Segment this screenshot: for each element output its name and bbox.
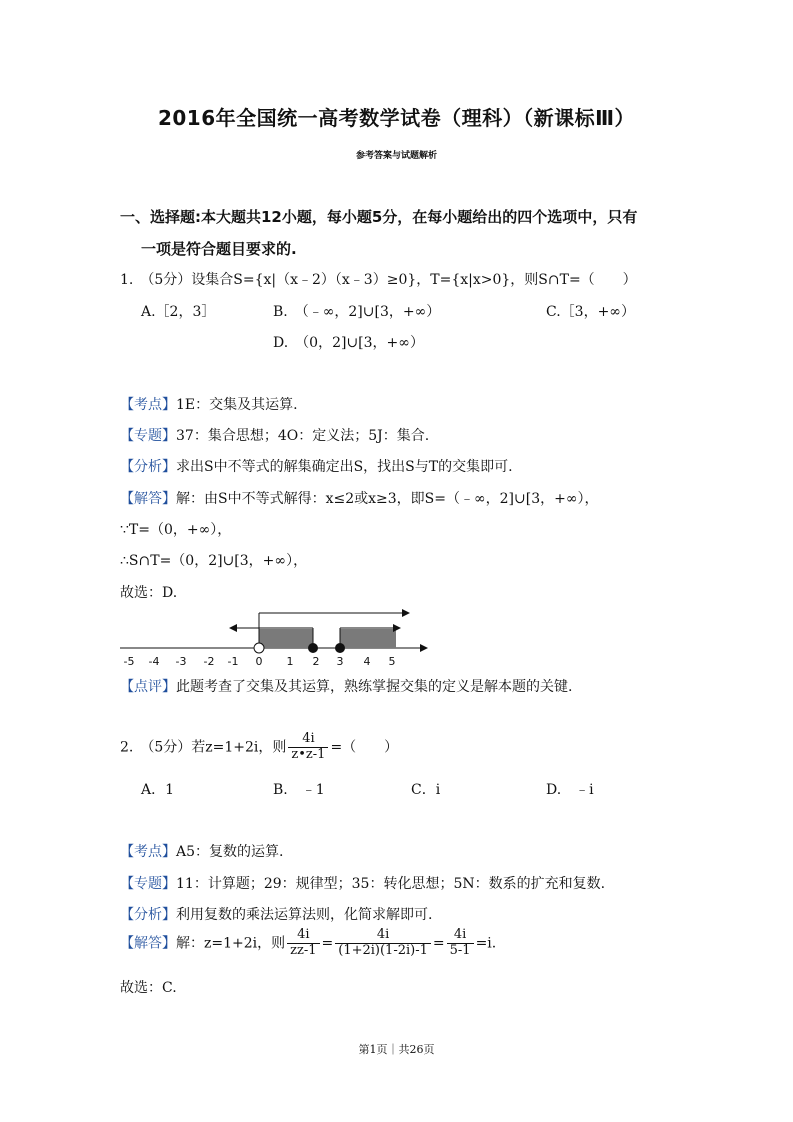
q1-step1: ∵T=（0，+∞）， bbox=[120, 522, 232, 538]
tick-label: 4 bbox=[363, 655, 371, 668]
tick-label: 1 bbox=[286, 655, 294, 668]
q2-jieda bbox=[120, 928, 496, 959]
kaodian-tag: 【考点】 bbox=[120, 844, 176, 860]
dianping-text: 此题考查了交集及其运算，熟练掌握交集的定义是解本题的关键. bbox=[176, 679, 573, 695]
fenxi-tag: 【分析】 bbox=[120, 459, 176, 475]
jieda-tag: 【解答】 bbox=[120, 935, 176, 952]
tick-label: -2 bbox=[203, 655, 215, 668]
q1-dianping bbox=[120, 676, 572, 696]
tick-label: 2 bbox=[312, 655, 320, 668]
closed-point-2 bbox=[308, 643, 318, 653]
q2-choose: 故选：C. bbox=[120, 980, 177, 996]
q2-stem-post: =（ ） bbox=[330, 739, 399, 756]
q1-choose: 故选：D. bbox=[120, 585, 178, 601]
fenxi-tag: 【分析】 bbox=[120, 907, 176, 923]
jieda-fraction-1 bbox=[287, 928, 319, 959]
tick-label: 3 bbox=[336, 655, 344, 668]
fraction-numerator: 4i bbox=[288, 732, 328, 748]
tick-label: 0 bbox=[255, 655, 263, 668]
page-subtitle: 参考答案与试题解析 bbox=[355, 151, 437, 161]
fraction-denominator: 5-1 bbox=[449, 942, 471, 958]
jieda-post: =i. bbox=[475, 935, 497, 952]
tick-labels bbox=[124, 655, 396, 668]
q1-jieda bbox=[120, 488, 599, 508]
q2-option-c: C．i bbox=[411, 782, 441, 798]
fraction-numerator: 4i bbox=[335, 928, 431, 944]
fenxi-text: 求出S中不等式的解集确定出S，找出S与T的交集即可. bbox=[176, 459, 513, 475]
tick-label: -1 bbox=[227, 655, 239, 668]
jieda-fraction-3 bbox=[447, 928, 474, 959]
q2-option-b: B. ﹣1 bbox=[273, 782, 325, 798]
dianping-tag: 【点评】 bbox=[120, 679, 176, 695]
q2-zhuanti bbox=[120, 873, 605, 893]
jieda-text: 解：由S中不等式解得：x≤2或x≥3，即S=（﹣∞，2]∪[3，+∞）， bbox=[176, 491, 599, 507]
zhuanti-tag: 【专题】 bbox=[120, 876, 176, 892]
q1-zhuanti bbox=[120, 425, 429, 445]
zhuanti-text: 37：集合思想；4O：定义法；5J：集合. bbox=[176, 428, 430, 444]
closed-point-3 bbox=[335, 643, 345, 653]
axis-arrow bbox=[420, 644, 428, 652]
fraction-denominator: z•z-1 bbox=[291, 746, 326, 762]
jieda-tag: 【解答】 bbox=[120, 491, 176, 507]
tick-label: 5 bbox=[388, 655, 396, 668]
kaodian-text: 1E：交集及其运算. bbox=[176, 397, 298, 413]
page-footer: 第1页｜共26页 bbox=[358, 1043, 435, 1056]
q1-option-c: C.［3，+∞） bbox=[546, 304, 635, 320]
q1-option-a: A.［2，3］ bbox=[141, 304, 216, 320]
q1-step2: ∴S∩T=（0，2]∪[3，+∞）， bbox=[120, 553, 308, 569]
fenxi-text: 利用复数的乘法运算法则，化简求解即可. bbox=[176, 907, 433, 923]
jieda-eq-2: = bbox=[432, 935, 445, 952]
section-heading-line2: 一项是符合题目要求的. bbox=[141, 240, 297, 258]
q2-fraction bbox=[288, 732, 328, 763]
fraction-numerator: 4i bbox=[447, 928, 474, 944]
q2-option-d: D. ﹣i bbox=[546, 782, 594, 798]
q1-kaodian bbox=[120, 394, 298, 414]
tick-label: -5 bbox=[123, 655, 135, 668]
kaodian-tag: 【考点】 bbox=[120, 397, 176, 413]
q1-stem: 1. （5分）设集合S={x|（x﹣2）（x﹣3）≥0}，T={x|x>0}，则S∩T=（ ） bbox=[120, 272, 637, 288]
q2-kaodian bbox=[120, 841, 283, 861]
jieda-fraction-2 bbox=[335, 928, 431, 959]
zhuanti-tag: 【专题】 bbox=[120, 428, 176, 444]
zhuanti-text: 11：计算题；29：规律型；35：转化思想；5N：数系的扩充和复数. bbox=[176, 876, 606, 892]
shaded-interval-0-2 bbox=[259, 629, 313, 648]
kaodian-text: A5：复数的运算. bbox=[176, 844, 284, 860]
q1-fenxi bbox=[120, 456, 513, 476]
tick-label: -3 bbox=[175, 655, 187, 668]
fraction-denominator: (1+2i)(1-2i)-1 bbox=[338, 942, 428, 958]
q2-stem-pre: 2. （5分）若z=1+2i，则 bbox=[120, 739, 287, 756]
number-line-figure bbox=[118, 608, 428, 670]
jieda-pre: 解：z=1+2i，则 bbox=[176, 935, 286, 952]
q2-fenxi bbox=[120, 904, 432, 924]
t-bracket-arrow bbox=[402, 609, 410, 617]
s-left-bracket-arrow bbox=[229, 624, 237, 632]
q2-option-a: A．1 bbox=[141, 782, 175, 798]
s-right-bracket-arrow bbox=[393, 624, 401, 632]
fraction-denominator: zz-1 bbox=[290, 942, 317, 958]
q1-option-d: D. （0，2]∪[3，+∞） bbox=[273, 335, 424, 351]
fraction-numerator: 4i bbox=[287, 928, 319, 944]
jieda-eq-1: = bbox=[321, 935, 334, 952]
q1-option-b: B. （﹣∞，2]∪[3，+∞） bbox=[273, 304, 441, 320]
q2-stem bbox=[120, 732, 398, 763]
section-heading-line1: 一、选择题:本大题共12小题，每小题5分，在每小题给出的四个选项中，只有 bbox=[120, 208, 638, 226]
tick-label: -4 bbox=[148, 655, 160, 668]
open-point-0 bbox=[254, 643, 264, 653]
page-title: 2016年全国统一高考数学试卷（理科）（新课标Ⅲ） bbox=[157, 106, 636, 130]
shaded-interval-3-plus bbox=[340, 629, 396, 648]
